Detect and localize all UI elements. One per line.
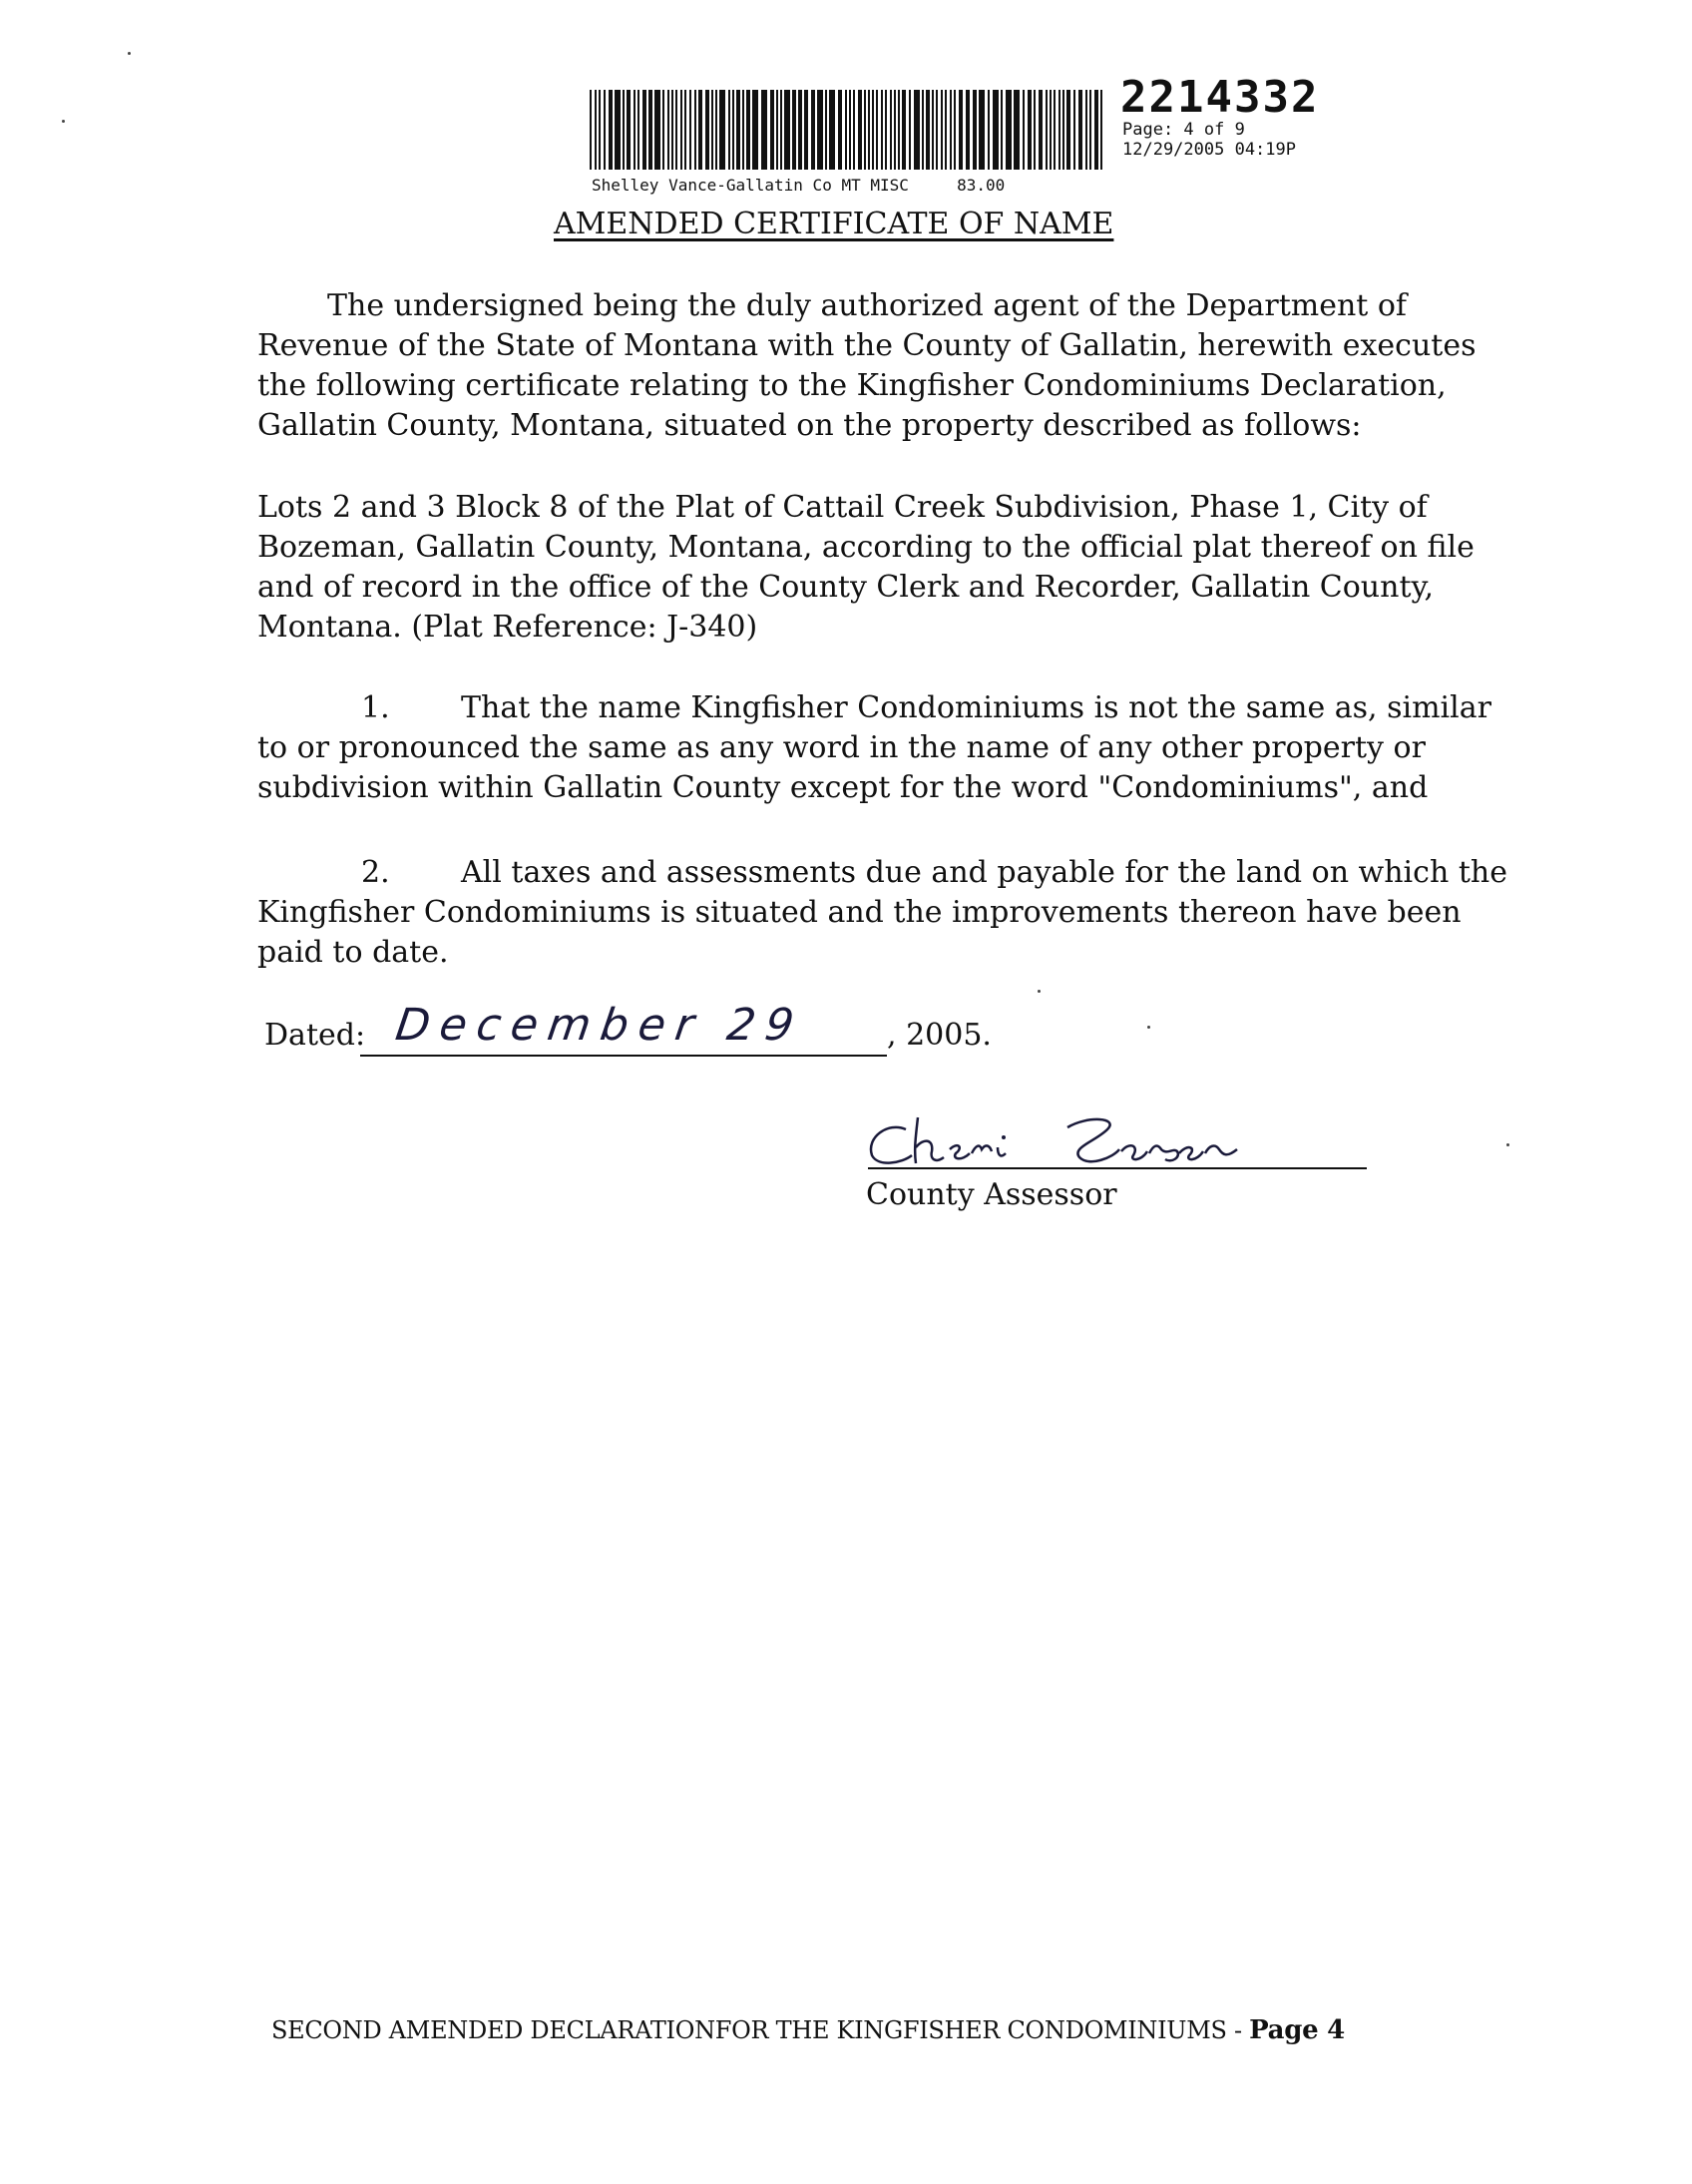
- barcode-bar: [1100, 90, 1102, 170]
- barcode-bar: [885, 90, 887, 170]
- barcode-bar: [890, 90, 892, 170]
- barcode-bar: [711, 90, 713, 170]
- legal-line: Montana. (Plat Reference: J-340): [257, 610, 758, 645]
- barcode-bar: [881, 90, 883, 170]
- recording-stamp: [584, 72, 1322, 202]
- barcode-bar: [715, 90, 717, 170]
- barcode-bar: [736, 90, 740, 170]
- barcode-bar: [698, 90, 702, 170]
- barcode-bar: [853, 90, 855, 170]
- barcode-bar: [1085, 90, 1087, 170]
- barcode-bar: [798, 90, 802, 170]
- barcode-bar: [590, 90, 592, 170]
- barcode-bar: [959, 90, 963, 170]
- barcode-bar: [780, 90, 782, 170]
- barcode-bar: [599, 90, 601, 170]
- signer-role: County Assessor: [866, 1177, 1117, 1212]
- barcode-bar: [662, 90, 664, 170]
- dated-year: , 2005.: [887, 1018, 992, 1053]
- item-line: subdivision within Gallatin County except for the word "Condominiums", and: [257, 770, 1429, 805]
- recording-fee: 83.00: [957, 176, 1006, 195]
- barcode-bar: [642, 90, 646, 170]
- barcode-bar: [1062, 90, 1064, 170]
- barcode-bar: [604, 90, 606, 170]
- barcode-bar: [936, 90, 938, 170]
- barcode-bar: [864, 90, 866, 170]
- barcode-bar: [1039, 90, 1043, 170]
- barcode-bar: [926, 90, 930, 170]
- barcode-bar: [784, 90, 790, 170]
- intro-line: Revenue of the State of Montana with the County of Gallatin, herewith executes: [257, 328, 1477, 363]
- item-line: to or pronounced the same as any word in the name of any other property or: [257, 730, 1426, 765]
- barcode-bar: [694, 90, 696, 170]
- barcode-bar: [732, 90, 734, 170]
- handwritten-date: December 29: [392, 1000, 807, 1051]
- barcode-bar: [648, 90, 652, 170]
- barcode-bar: [1078, 90, 1082, 170]
- scan-speck: [128, 52, 131, 55]
- barcode-bar: [634, 90, 635, 170]
- page-footer: [271, 2015, 1345, 2045]
- barcode-bar: [1046, 90, 1048, 170]
- barcode-bar: [909, 90, 911, 170]
- barcode-bar: [858, 90, 862, 170]
- barcode-bar: [876, 90, 878, 170]
- scan-speck: [1038, 990, 1041, 993]
- barcode-bar: [932, 90, 934, 170]
- barcode-bar: [950, 90, 952, 170]
- item-line: paid to date.: [257, 935, 449, 970]
- item-number: 1.: [361, 690, 390, 725]
- barcode-bar: [894, 90, 896, 170]
- barcode-bar: [922, 90, 924, 170]
- barcode-bar: [993, 90, 999, 170]
- barcode-bar: [770, 90, 774, 170]
- barcode-bar: [898, 90, 900, 170]
- barcode-bar: [792, 90, 796, 170]
- intro-paragraph: [257, 286, 1484, 446]
- barcode-bar: [945, 90, 947, 170]
- barcode-bar: [1089, 90, 1091, 170]
- barcode-bar: [1034, 90, 1036, 170]
- barcode-bar: [1006, 90, 1012, 170]
- barcode-bar: [1073, 90, 1075, 170]
- item-line: Kingfisher Condominiums is situated and the improvements thereon have been: [257, 895, 1462, 930]
- legal-line: and of record in the office of the County Clerk and Recorder, Gallatin County,: [257, 570, 1435, 605]
- barcode-bar: [825, 90, 827, 170]
- barcode-bar: [684, 90, 686, 170]
- barcode-bar: [941, 90, 943, 170]
- scan-speck: [62, 120, 65, 123]
- barcode-bar: [776, 90, 778, 170]
- footer-page: Page 4: [1249, 2015, 1345, 2045]
- barcode-bar: [637, 90, 639, 170]
- barcode-bar: [829, 90, 835, 170]
- barcode-bar: [671, 90, 673, 170]
- barcode-bar: [595, 90, 597, 170]
- barcode-bar: [615, 90, 621, 170]
- barcode-bar: [1023, 90, 1025, 170]
- barcode-bar: [689, 90, 691, 170]
- recorder-name: Shelley Vance-Gallatin Co MT MISC: [592, 176, 909, 195]
- item-1: [257, 688, 1491, 808]
- record-date: 12/29/2005 04:19P: [1122, 140, 1296, 160]
- barcode-bar: [838, 90, 842, 170]
- barcode-bar: [1094, 90, 1098, 170]
- barcode-bar: [902, 90, 906, 170]
- barcode-bar: [742, 90, 744, 170]
- legal-description: [257, 488, 1484, 648]
- barcode-bar: [872, 90, 874, 170]
- barcode-bar: [1058, 90, 1060, 170]
- barcode-bar: [1028, 90, 1032, 170]
- barcode-bar: [746, 90, 750, 170]
- barcode-bar: [973, 90, 977, 170]
- page-count: Page: 4 of 9: [1122, 120, 1245, 140]
- certificate-title: AMENDED CERTIFICATE OF NAME: [554, 207, 1114, 241]
- document-number: 2214332: [1120, 72, 1320, 123]
- barcode-bar: [988, 90, 990, 170]
- barcode-bar: [675, 90, 677, 170]
- item-number: 2.: [361, 855, 390, 890]
- barcode-bar: [1050, 90, 1052, 170]
- barcode-bar: [845, 90, 847, 170]
- item-first-line: [257, 688, 1491, 728]
- barcode-bar: [654, 90, 660, 170]
- barcode-bar: [849, 90, 851, 170]
- barcode-bar: [1001, 90, 1003, 170]
- barcode-bar: [680, 90, 682, 170]
- barcode-bar: [728, 90, 730, 170]
- item-text: All taxes and assessments due and payable for the land on which the: [461, 855, 1507, 890]
- scan-speck: [1506, 1143, 1509, 1146]
- dated-blank-line: [360, 1055, 887, 1057]
- scan-speck: [1147, 1026, 1150, 1029]
- barcode-bar: [954, 90, 956, 170]
- barcode-bar: [609, 90, 613, 170]
- barcode-bar: [761, 90, 767, 170]
- barcode-bar: [868, 90, 870, 170]
- item-text: That the name Kingfisher Condominiums is not the same as, similar: [461, 690, 1491, 725]
- signature-line: [868, 1167, 1367, 1169]
- barcode-bar: [914, 90, 920, 170]
- item-2: [257, 853, 1507, 973]
- barcode-bar: [667, 90, 669, 170]
- item-first-line: [257, 853, 1507, 893]
- barcode-bar: [979, 90, 985, 170]
- intro-line: the following certificate relating to the Kingfisher Condominiums Declaration,: [257, 368, 1447, 403]
- dated-label: Dated:: [264, 1018, 366, 1053]
- barcode-bar: [1014, 90, 1020, 170]
- barcode-bar: [804, 90, 808, 170]
- intro-line: Gallatin County, Montana, situated on the property described as follows:: [257, 408, 1362, 443]
- barcode-bar: [705, 90, 709, 170]
- barcode-bar: [623, 90, 625, 170]
- barcode: [588, 90, 1106, 219]
- intro-line: The undersigned being the duly authorized agent of the Department of: [327, 288, 1408, 323]
- barcode-bar: [627, 90, 631, 170]
- barcode-bar: [811, 90, 815, 170]
- recorder-line: [592, 176, 1005, 195]
- barcode-bar: [1066, 90, 1070, 170]
- barcode-bar: [966, 90, 970, 170]
- barcode-bar: [719, 90, 725, 170]
- legal-line: Bozeman, Gallatin County, Montana, according to the official plat thereof on file: [257, 530, 1475, 565]
- legal-line: Lots 2 and 3 Block 8 of the Plat of Cattail Creek Subdivision, Phase 1, City of: [257, 490, 1428, 525]
- barcode-bar: [1054, 90, 1056, 170]
- barcode-bar: [817, 90, 823, 170]
- barcode-bar: [752, 90, 758, 170]
- footer-text: SECOND AMENDED DECLARATIONFOR THE KINGFISHER CONDOMINIUMS -: [271, 2016, 1250, 2044]
